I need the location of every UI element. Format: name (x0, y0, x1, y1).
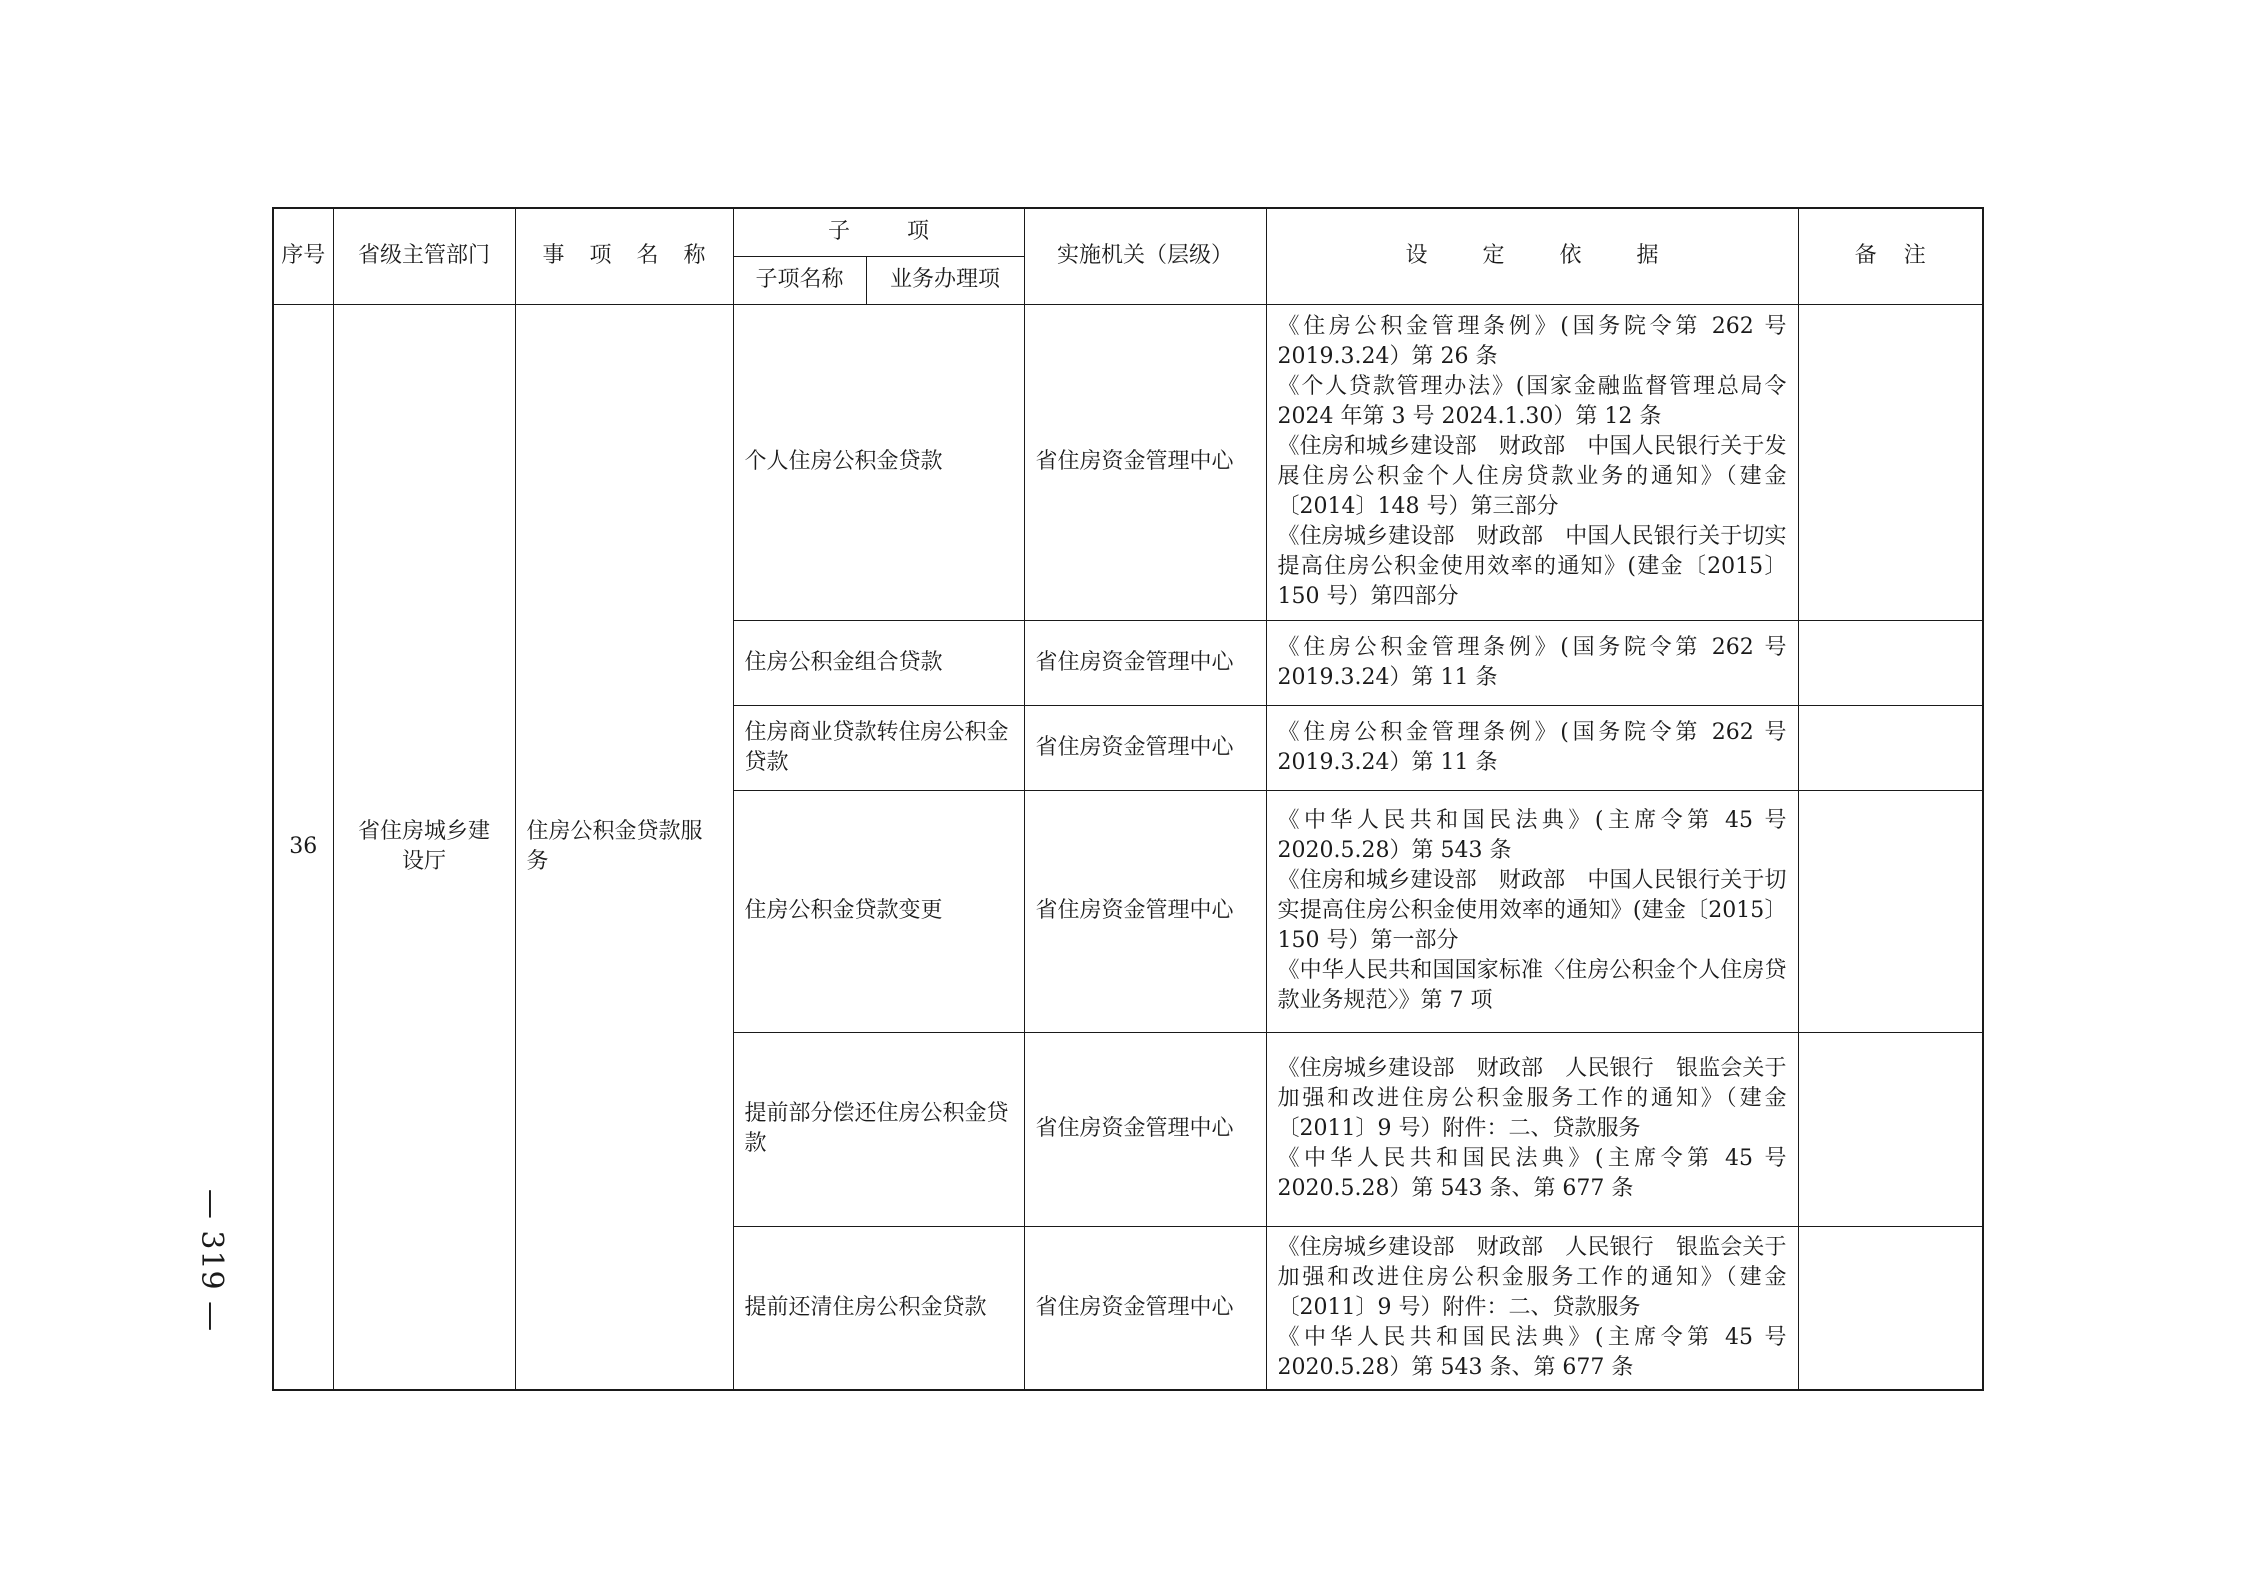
row-sub-name: 住房公积金组合贷款 (733, 620, 1024, 705)
group-item-name: 住房公积金贷款服务 (515, 304, 733, 1390)
basis-line: 《住房城乡建设部 财政部 人民银行 银监会关于加强和改进住房公积金服务工作的通知》（建金〔2011〕9 号）附件：二、贷款服务 (1277, 1056, 1787, 1141)
row-remark (1798, 1226, 1983, 1390)
row-basis (1266, 1226, 1798, 1390)
basis-line: 《住房公积金管理条例》(国务院令第 262 号 2019.3.24）第 26 条 (1277, 314, 1787, 369)
basis-line: 《住房公积金管理条例》(国务院令第 262 号 2019.3.24）第 11 条 (1277, 634, 1787, 690)
basis-line: 《个人贷款管理办法》(国家金融监督管理总局令 2024 年第 3 号 2024.1.30）第 12 条 (1277, 374, 1787, 429)
basis-line: 《中华人民共和国民法典》(主席令第 45 号 2020.5.28）第 543 条 (1277, 808, 1787, 863)
row-remark (1798, 620, 1983, 705)
header-business: 业务办理项 (866, 256, 1024, 304)
header-remark: 备 注 (1798, 208, 1983, 304)
row-basis (1266, 620, 1798, 705)
basis-line: 《住房公积金管理条例》(国务院令第 262 号 2019.3.24）第 11 条 (1277, 719, 1787, 775)
row-sub-name: 提前部分偿还住房公积金贷款 (733, 1032, 1024, 1226)
basis-line: 《中华人民共和国国家标准〈住房公积金个人住房贷款业务规范〉》第 7 项 (1277, 958, 1787, 1013)
row-agency: 省住房资金管理中心 (1024, 620, 1266, 705)
row-remark (1798, 1032, 1983, 1226)
basis-line: 《住房和城乡建设部 财政部 中国人民银行关于切实提高住房公积金使用效率的通知》(建金〔2015〕150 号）第一部分 (1277, 868, 1787, 953)
row-basis (1266, 705, 1798, 790)
row-basis (1266, 790, 1798, 1032)
header-agency: 实施机关（层级） (1024, 208, 1266, 304)
row-remark (1798, 705, 1983, 790)
row-sub-name: 个人住房公积金贷款 (733, 304, 1024, 620)
header-item-name: 事 项 名 称 (515, 208, 733, 304)
row-agency: 省住房资金管理中心 (1024, 705, 1266, 790)
page-number-text: — 319 — (194, 1188, 230, 1332)
header-sub-name: 子项名称 (733, 256, 866, 304)
basis-line: 《住房城乡建设部 财政部 人民银行 银监会关于加强和改进住房公积金服务工作的通知》（建金〔2011〕9 号）附件：二、贷款服务 (1277, 1234, 1787, 1320)
header-sub-group: 子 项 (733, 208, 1024, 256)
header-dept: 省级主管部门 (333, 208, 515, 304)
header-seq: 序号 (273, 208, 333, 304)
row-sub-name: 住房公积金贷款变更 (733, 790, 1024, 1032)
items-table (272, 207, 1984, 1391)
basis-line: 《住房和城乡建设部 财政部 中国人民银行关于发展住房公积金个人住房贷款业务的通知》（建金〔2014〕148 号）第三部分 (1277, 434, 1787, 519)
row-basis (1266, 304, 1798, 620)
group-dept: 省住房城乡建设厅 (333, 304, 515, 1390)
row-remark (1798, 304, 1983, 620)
row-agency: 省住房资金管理中心 (1024, 1032, 1266, 1226)
row-sub-name: 提前还清住房公积金贷款 (733, 1226, 1024, 1390)
row-remark (1798, 790, 1983, 1032)
basis-line: 《中华人民共和国民法典》(主席令第 45 号 2020.5.28）第 543 条、第 677 条 (1277, 1324, 1787, 1380)
table-row (273, 304, 1983, 620)
row-agency: 省住房资金管理中心 (1024, 304, 1266, 620)
row-sub-name: 住房商业贷款转住房公积金贷款 (733, 705, 1024, 790)
row-agency: 省住房资金管理中心 (1024, 790, 1266, 1032)
basis-line: 《中华人民共和国民法典》(主席令第 45 号 2020.5.28）第 543 条、第 677 条 (1277, 1146, 1787, 1201)
basis-line: 《住房城乡建设部 财政部 中国人民银行关于切实提高住房公积金使用效率的通知》(建金〔2015〕150 号）第四部分 (1277, 524, 1787, 609)
page-number (190, 1170, 234, 1350)
group-seq: 36 (273, 304, 333, 1390)
row-basis (1266, 1032, 1798, 1226)
row-agency: 省住房资金管理中心 (1024, 1226, 1266, 1390)
header-basis: 设 定 依 据 (1266, 208, 1798, 304)
